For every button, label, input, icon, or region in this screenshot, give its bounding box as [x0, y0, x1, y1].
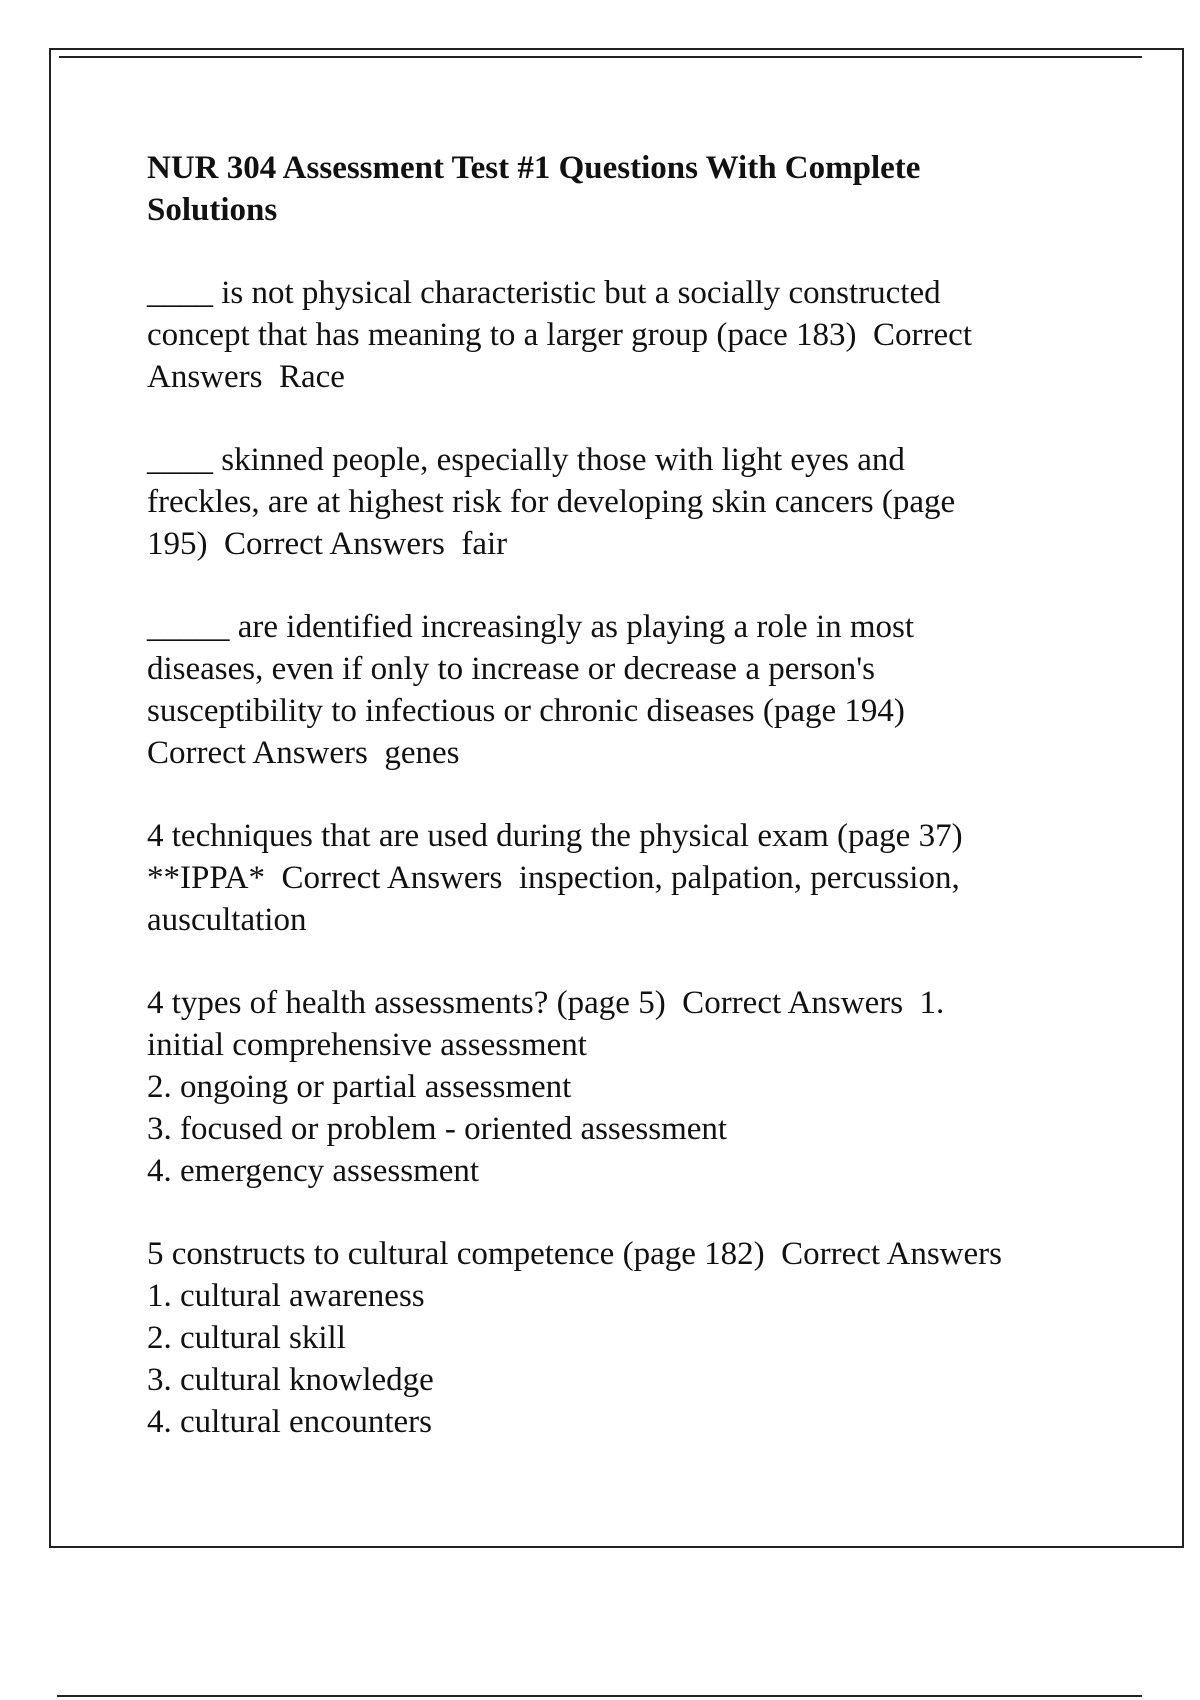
header-rule — [59, 56, 1142, 58]
qa-line: ____ skinned people, especially those with light eyes and — [147, 442, 905, 478]
qa-line: 3. cultural knowledge — [147, 1362, 434, 1398]
qa-line: 5 constructs to cultural competence (page 182) Correct Answers — [147, 1236, 1002, 1272]
qa-line: ____ is not physical characteristic but a socially constructed — [147, 275, 941, 311]
qa-line: concept that has meaning to a larger group (pace 183) Correct — [147, 317, 972, 353]
title-line: Solutions — [147, 192, 278, 228]
qa-line: 4 types of health assessments? (page 5) Correct Answers 1. — [147, 985, 945, 1021]
document-title — [147, 147, 1147, 231]
qa-entry-race — [147, 272, 1147, 398]
qa-line: 4. cultural encounters — [147, 1404, 432, 1440]
qa-entry-ippa — [147, 815, 1147, 941]
qa-line: 2. cultural skill — [147, 1320, 346, 1356]
qa-line: 4. emergency assessment — [147, 1153, 480, 1189]
qa-line: _____ are identified increasingly as playing a role in most — [147, 609, 915, 645]
qa-line: 4 techniques that are used during the physical exam (page 37) — [147, 818, 963, 854]
title-line: NUR 304 Assessment Test #1 Questions With Complete — [147, 150, 921, 186]
qa-line: Correct Answers genes — [147, 735, 460, 771]
qa-line: 195) Correct Answers fair — [147, 526, 508, 562]
qa-entry-cultural-competence — [147, 1233, 1147, 1443]
qa-entry-genes — [147, 606, 1147, 774]
page-frame — [49, 48, 1184, 1548]
qa-line: initial comprehensive assessment — [147, 1027, 587, 1063]
qa-line: Answers Race — [147, 359, 345, 395]
footer-rule — [57, 1695, 1142, 1697]
qa-line: 3. focused or problem - oriented assessment — [147, 1111, 728, 1147]
qa-line: diseases, even if only to increase or decrease a person's — [147, 651, 875, 687]
qa-line: 2. ongoing or partial assessment — [147, 1069, 572, 1105]
qa-entry-assessment-types — [147, 982, 1147, 1192]
qa-line: auscultation — [147, 902, 307, 938]
qa-line: freckles, are at highest risk for developing skin cancers (page — [147, 484, 956, 520]
qa-line: 1. cultural awareness — [147, 1278, 425, 1314]
qa-line: susceptibility to infectious or chronic diseases (page 194) — [147, 693, 905, 729]
document-body — [147, 147, 1147, 1484]
qa-entry-fair — [147, 439, 1147, 565]
qa-line: **IPPA* Correct Answers inspection, palpation, percussion, — [147, 860, 960, 896]
